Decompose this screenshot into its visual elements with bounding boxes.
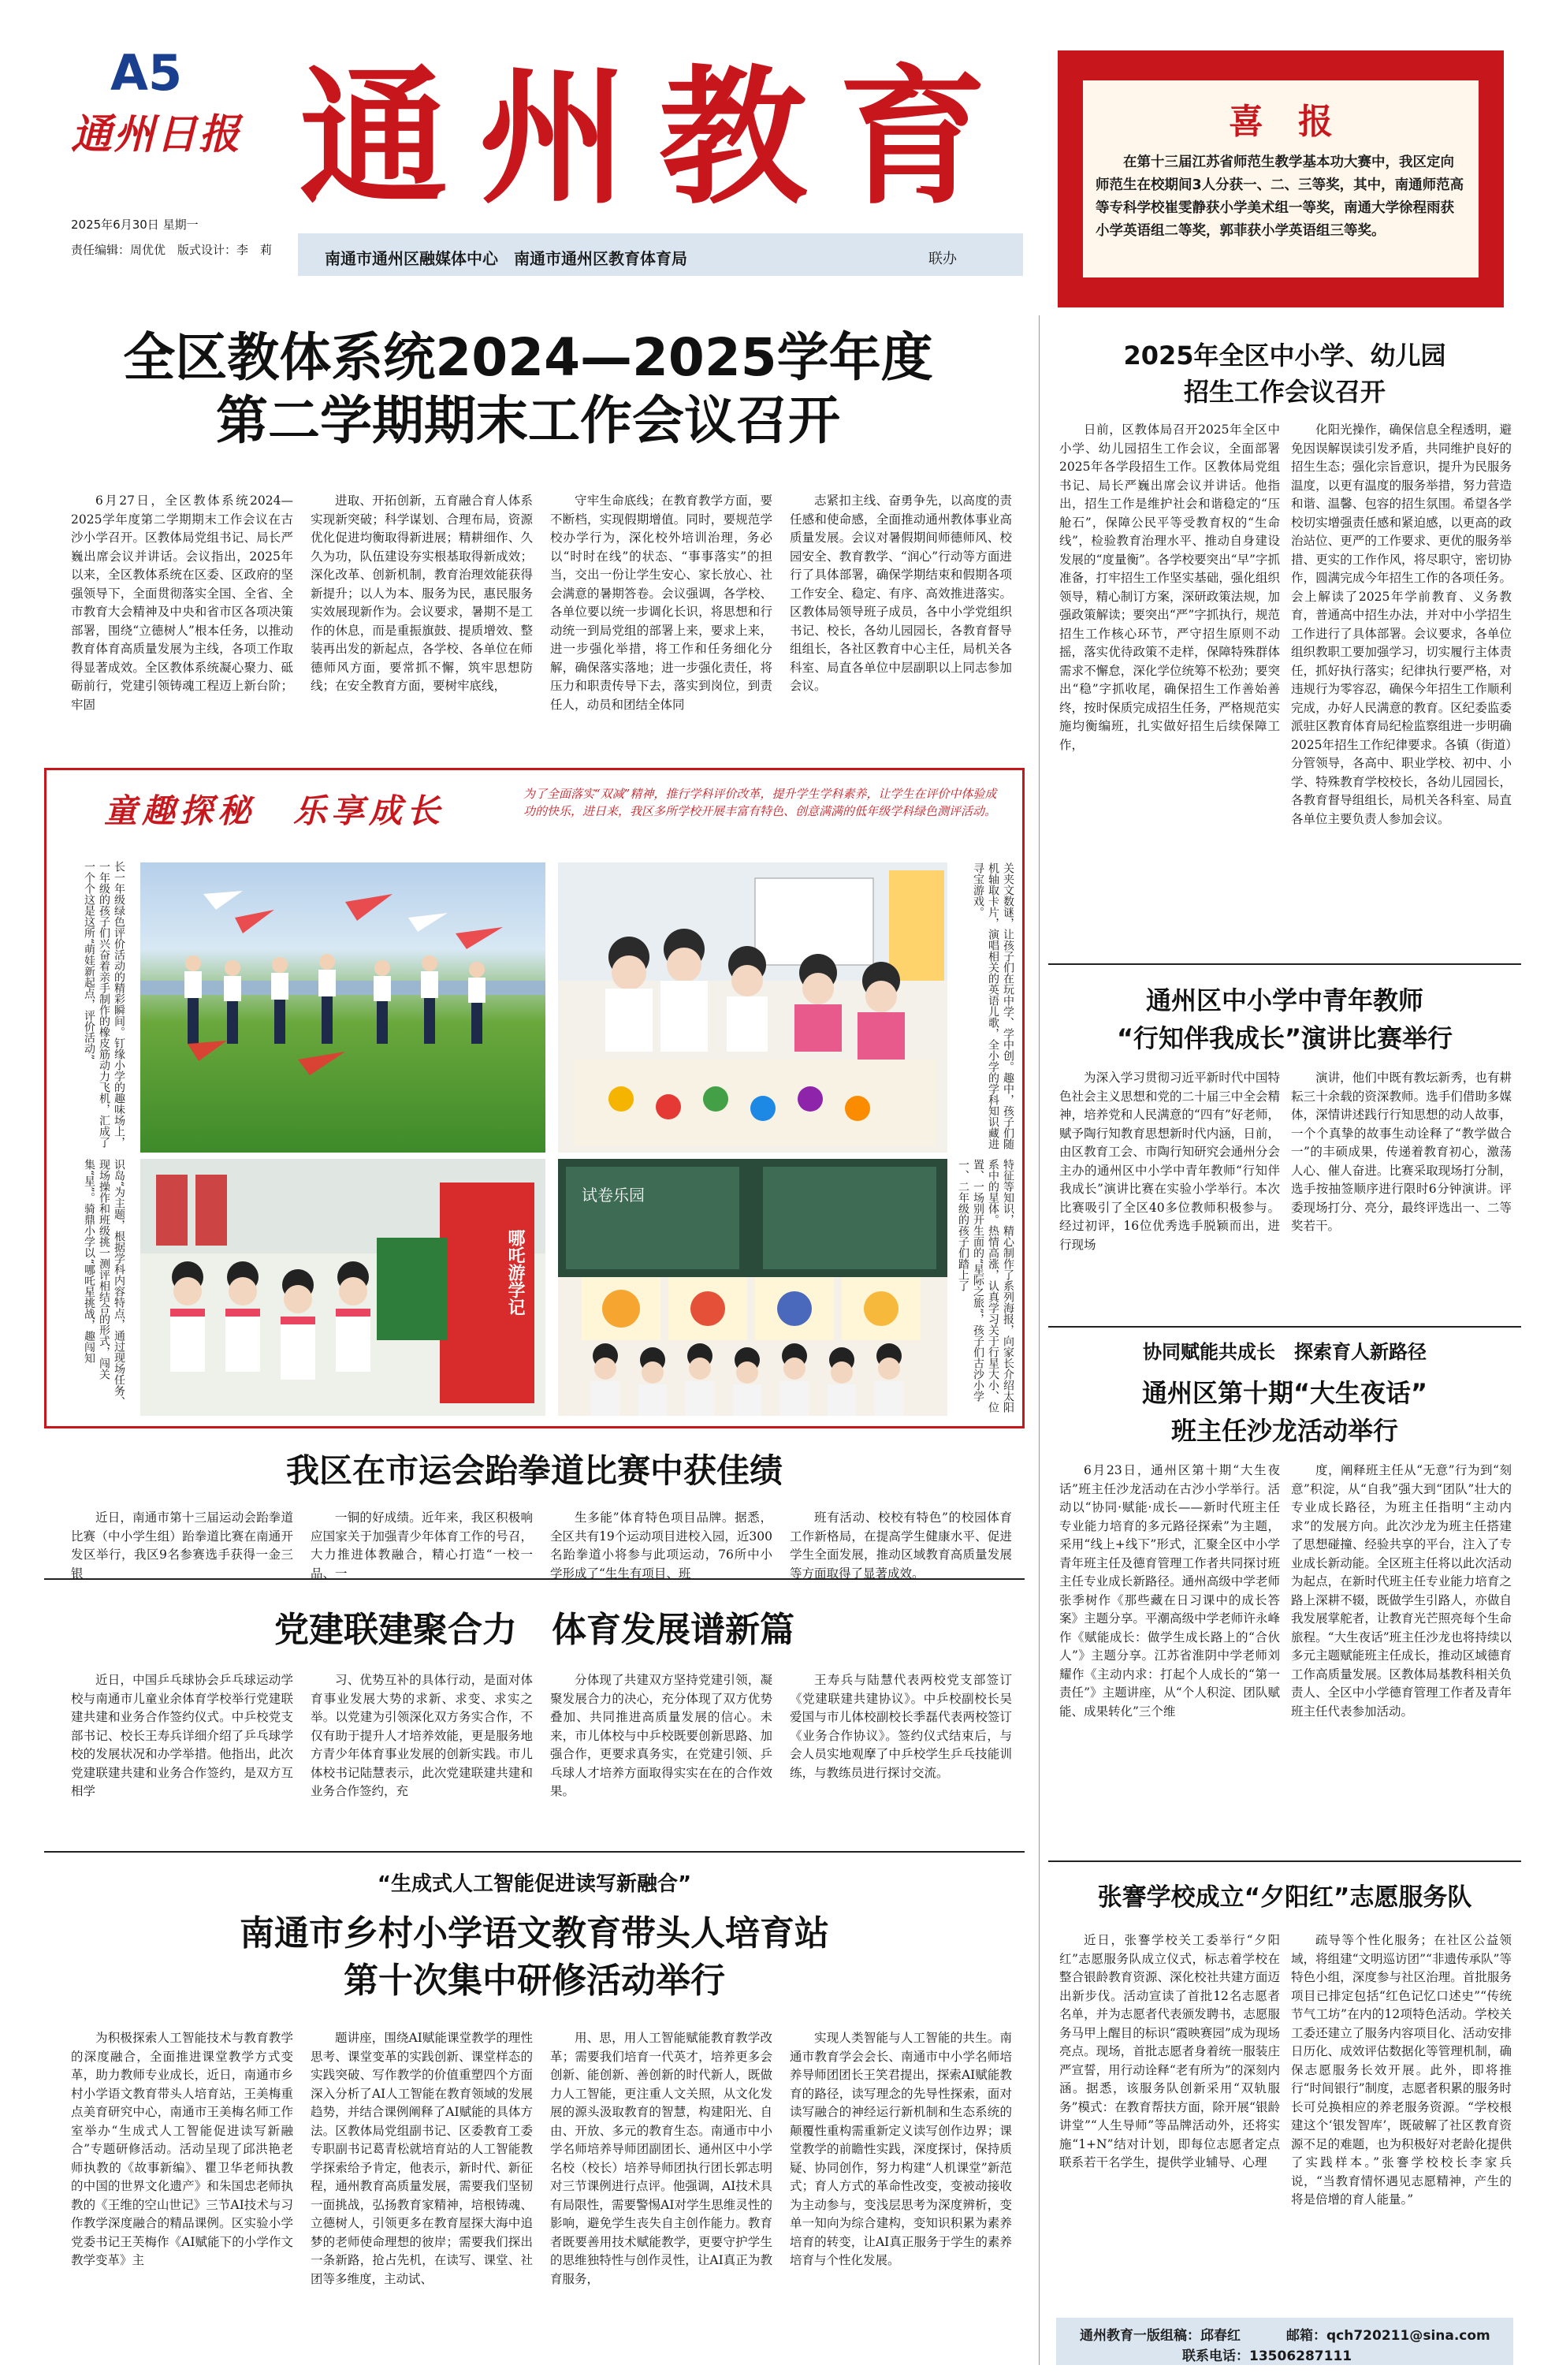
taekwondo-col1: 近日，南通市第十三届运动会跆拳道比赛（中小学生组）跆拳道比赛在南通开发区举行，我区9名参赛选手获得一金三银 bbox=[71, 1510, 293, 1581]
photo-nezha-challenge bbox=[140, 1159, 545, 1416]
section-title: 通州教育 bbox=[299, 50, 1018, 225]
main-article-col4: 志紧扣主线、奋勇争先，以高度的责任感和使命感，全面推动通州教体事业高质量发展。会议对暑假期间师德师风、校园安全、教育教学、“润心”行动等方面进行了具体部署，确保学期结束和假期各项工作安全、稳定、有序、高效推进落实。区教体局领导班子成员，各中小学党组织书记、校长，各幼儿园园长，各教育督导组组长，各社区教育中心主任，局机关各科室、局直各单位中层副职以上同志参加会议。 bbox=[790, 494, 1012, 693]
photo-classroom-game bbox=[558, 862, 947, 1153]
good-news-text: 在第十三届江苏省师范生教学基本功大赛中，我区定向师范生在校期间3人分获一、二、三等奖，其中，南通师范高等专科学校崔雯静获小学美术组一等奖，南通大学徐程雨获小学英语组二等奖，郭菲获小学英语组三等奖。 bbox=[1096, 155, 1464, 239]
divider-1 bbox=[44, 1578, 1025, 1580]
party-col1: 近日，中国乒乓球协会乒乓球运动学校与南通市儿童业余体育学校举行党建联建共建和业务合作签约仪式。中乒校党支部书记、校长王寿兵详细介绍了乒乓球学校的发展状况和办学举措。他指出，此次党建联建共建和业务合作签约，是双方互相学 bbox=[71, 1673, 293, 1798]
good-news-box bbox=[1058, 50, 1504, 307]
taekwondo-col3: 生多能”体育特色项目品牌。据悉，全区共有19个运动项目进校入园，近300名跆拳道小将参与此项运动，76所中小学形成了“生生有项目、班 bbox=[550, 1510, 772, 1581]
party-col4: 王寿兵与陆慧代表两校党支部签订《党建联建共建协议》。中乒校副校长吴爱国与市儿体校副校长季磊代表两校签订《业务合作协议》。签约仪式结束后，与会人员实地观摩了中乒校学生乒乓技能训练，与教练员进行探讨交流。 bbox=[790, 1673, 1012, 1780]
feature-intro: 为了全面落实“双减”精神，推行学科评价改革，提升学生学科素养，让学生在评价中体验成功的快乐，进日来，我区多所学校开展丰富有特色、创意满满的低年级学科绿色测评活动。 bbox=[523, 787, 997, 818]
salon-col2: 度，阐释班主任从“无意”行为到“刻意”积淀，从“自我”强大到“团队”壮大的专业成长路径，为班主任指明“主动内求”的发展方向。此次沙龙为班主任搭建了思想碰撞、经验共享的平台，注入了专业成长新动能。全区班主任将以此次活动为起点，在新时代班主任专业能力培育之路上深耕不辍，既做学生引路人，亦做自我发展掌舵者，让教育光芒照亮每个生命旅程。“大生夜话”班主任沙龙也将持续以多元主题赋能班主任成长，推动区域德育工作高质量发展。区教体局基教科相关负责人、全区中小学德育管理工作者及青年班主任代表参加活动。 bbox=[1291, 1463, 1512, 1719]
issue-date: 2025年6月30日 星期一 bbox=[71, 218, 199, 232]
contact-email: 邮箱：qch720211@sina.com bbox=[1286, 2328, 1490, 2344]
salon-kicker: 协同赋能共成长 探索育人新路径 bbox=[1143, 1341, 1427, 1363]
enroll-headline-line2: 招生工作会议召开 bbox=[1183, 377, 1386, 407]
rural-headline-line2: 第十次集中研修活动举行 bbox=[344, 1961, 725, 2001]
lecture-col2: 演讲，他们中既有教坛新秀，也有耕耘三十余载的资深教师。选手们借助多媒体，深情讲述践行行知思想的动人故事，一个个真挚的故事生动诠释了“教学做合一”的丰硕成果，传递着教育初心，激荡人心、催人奋进。比赛采取现场打分制，选手按抽签顺序进行限时6分钟演讲。评委现场打分、亮分，最终评选出一、二等奖若干。 bbox=[1291, 1071, 1512, 1233]
enroll-headline-line1: 2025年全区中小学、幼儿园 bbox=[1123, 341, 1446, 371]
editor-credit: 责任编辑：周优优 版式设计：李 莉 bbox=[71, 243, 273, 257]
column-separator bbox=[1039, 315, 1040, 2365]
rural-col3: 用、思，用人工智能赋能教育教学改革；需要我们培育一代英才，培养更多会创新、能创新、善创新的时代新人，既做力人工智能，更注重人文关照，从文化发展的源头汲取教育的智慧，构建阳光、自由、开放、多元的教育生态。南通市中小学名师培养导师团副团长、通州区中小学名校（校长）培养导师团执行团长郭志明对三节课例进行点评。他强调，AI技术具有局限性，需要警惕AI对学生思维灵性的影响，避免学生丧失自主创作能力。教育者既要善用技术赋能教学，更要守护学生的思维独特性与创作灵性，让AI真正为教育服务， bbox=[550, 2031, 772, 2286]
rural-col4: 实现人类智能与人工智能的共生。南通市教育学会会长、南通市中小学名师培养导师团团长王笑君提出，探索AI赋能教育的路径，读写理念的先导性探索，面对读写融合的神经运行新机制和生态系统的颠覆性重构需重新定义读写创作边界；课堂教学的前瞻性实践，深度探讨，保持质疑、协同创作，努力构建“人机课堂”新范式；育人方式的革命性改变，变被动接收为主动参与，变浅层思考为深度辨析，变单一知向为综合建构，变知识积累为素养培育的转变，让AI真正服务于学生的素养培育与个性化发展。 bbox=[790, 2031, 1012, 2267]
feature-caption-3: 识岛“为主题，根据学科内容特点，通过现场任务、现场操作和班级挑一测评相结合的形式，闯关集“星”。骑鼎小学以“哪吒星挑战，趣闯知 bbox=[83, 1159, 125, 1408]
main-article-col2: 进取、开拓创新，五育融合育人体系实现新突破；科学谋划、合理布局，资源优化促进均衡取得新进展；精耕细作、久久为功，队伍建设夯实根基取得新成效；深化改革、创新机制，教育治理效能获得新提升；以人为本、服务为民，惠民服务实效展现新作为。会议要求，暑期不是工作的休息，而是重振旗鼓、提质增效、整装再出发的新起点，各学校、各单位在师德师风方面，要常抓不懈，筑牢思想防线；在安全教育方面，要树牢底线， bbox=[311, 494, 533, 693]
main-headline-line2: 第二学期期末工作会议召开 bbox=[216, 390, 840, 451]
poster-nezha-text: 哪吒游学记 bbox=[505, 1229, 526, 1316]
taekwondo-col2: 一铜的好成绩。近年来，我区积极响应国家关于加强青少年体育工作的号召，大力推进体教融合，精心打造“一校一品、一 bbox=[311, 1510, 533, 1581]
poster-quiz-text: 试卷乐园 bbox=[582, 1186, 645, 1205]
main-headline-line1: 全区教体系统2024—2025学年度 bbox=[123, 327, 933, 388]
feature-caption-4: 特征等知识，精心制作了系列海报，向家长介绍太阳系中的星体。热情高涨，认真学习关于行星大小、位置、一场别开生面的“星际之旅”，孩子们古沙小学一、二年级的孩子们踏上了 bbox=[957, 1159, 1014, 1413]
feature-caption-2: 关夹文数谜，让孩子们在玩中学、学中创。趣中，孩子们随机轴取卡片，演唱相关的英语儿歌，全小学的学科知识藏进寻宝游戏。 bbox=[972, 862, 1014, 1149]
divider-3 bbox=[1048, 963, 1521, 965]
feature-caption-1: 长一年级绿色评价活动的精彩瞬间。钉缘小学的趣味场上，一年级的孩子们兴奋着亲手制作的橡皮筋动力飞机，汇成了一个个这是这所“萌娃新起点，评价活动” bbox=[83, 861, 125, 1148]
photo-planet-posters bbox=[558, 1159, 947, 1416]
lecture-headline-line2: “行知伴我成长”演讲比赛举行 bbox=[1116, 1023, 1453, 1053]
main-article-col3: 守牢生命底线；在教育教学方面，要不断档，实现假期增值。同时，要规范学校办学行为，深化校外培训治理，务必以“时时在线”的状态、“事事落实”的担当，交出一份让学生安心、家长放心、社会满意的暑期答卷。会议强调，各学校、各单位要以统一步调化长识，将思想和行动统一到局党组的部署上来，要求上来，进一步强化举措，将工作和任务细化分解，确保落实落地；进一步强化责任，将压力和职责传导下去，落实到岗位，到责任人，动员和团结全体同 bbox=[550, 494, 772, 712]
main-article-col1: 6月27日，全区教体系统2024—2025学年度第二学期期末工作会议在古沙小学召开。区教体局党组书记、局长严巍出席会议并讲话。会议指出，2025年以来，全区教体系统在区委、区政府的坚强领导下，全面贯彻落实全国、全省、全市教育大会精神及中央和省市区各项决策部署，围绕“立德树人”根本任务，以推动教育体育高质量发展为主线，各项工作取得显著成效。全区教体系统凝心聚力、砥砺前行，党建引领铸魂工程迈上新台阶；牢固 bbox=[71, 494, 293, 712]
taekwondo-headline: 我区在市运会跆拳道比赛中获佳绩 bbox=[285, 1451, 783, 1490]
photo-paper-planes bbox=[140, 862, 545, 1153]
paper-logo: 通州日报 bbox=[71, 110, 242, 158]
enroll-col1: 日前，区教体局召开2025年全区中小学、幼儿园招生工作会议，全面部署2025年各学段招生工作。区教体局党组书记、局长严巍出席会议并讲话。他指出，招生工作是维护社会和谐稳定的“压舱石”，保障公民平等受教育权的“生命线”，检验教育治理水平、推动自身建设发展的“度量衡”。各学校要突出“早”字抓准备，打牢招生工作坚实基础，强化组织领导，精心制订方案，深研政策法规，加强政策解读；要突出“严”字抓执行，规范招生工作核心环节，严守招生原则不动摇，落实优待政策不走样，保障特殊群体需求不懈怠，深化学位统筹不松劲；要突出“稳”字抓收尾，确保招生工作善始善终，按时保质完成招生任务，严格规范实施均衡编班，扎实做好招生后续保障工作， bbox=[1059, 423, 1280, 752]
volunteer-headline: 张謇学校成立“夕阳红”志愿服务队 bbox=[1097, 1883, 1472, 1912]
party-col2: 习、优势互补的具体行动，是面对体育事业发展大势的求新、求变、求实之举。以党建为引领深化双方务实合作，不仅有助于提升人才培养效能，更是服务地方青少年体育事业发展的创新实践。市儿体校书记陆慧表示，此次党建联建共建和业务合作签约，充 bbox=[311, 1673, 533, 1798]
lecture-col1: 为深入学习贯彻习近平新时代中国特色社会主义思想和党的二十届三中全会精神，培养党和人民满意的“四有”好老师，赋予陶行知教育思想新时代内涵，日前，由区教育工会、市陶行知研究会通州分会主办的通州区中小学中青年教师“行知伴我成长”演讲比赛在实验小学举行。本次比赛吸引了全区40多位教师积极参与。经过初评，16位优秀选手脱颖而出，进行现场 bbox=[1059, 1071, 1280, 1252]
lecture-headline-line1: 通州区中小学中青年教师 bbox=[1145, 985, 1423, 1015]
volunteer-col2: 疏导等个性化服务；在社区公益领域，将组建“文明巡访团”“非遗传承队”等特色小组，深度参与社区治理。首批服务项目已排定包括“红色记忆口述史”“传统节气工坊”在内的12项特色活动。学校关工委还建立了服务内容项目化、活动安排日历化、成效评估数据化等管理机制，确保志愿服务长效开展。此外，即将推行“时间银行”制度，志愿者积累的服务时长可兑换相应的养老服务资源。“学校根建这个‘银发智库’，既破解了社区教育资源不足的难题，也为积极好对老龄化提供了实践样本。”张謇学校校长李家兵说，“当教育情怀遇见志愿精神，产生的将是倍增的育人能量。” bbox=[1291, 1933, 1512, 2207]
contact-editor: 通州教育一版组稿：邱春红 bbox=[1080, 2328, 1241, 2344]
divider-2 bbox=[44, 1851, 1025, 1853]
divider-4 bbox=[1048, 1326, 1521, 1328]
rural-col1: 为积极探索人工智能技术与教育教学的深度融合，全面推进课堂教学方式变革，助力教师专业成长，近日，南通市乡村小学语文教育带头人培育站，王美梅重点美育研究中心，南通市王美梅名师工作室举办“生成式人工智能促进读写新融合”专题研修活动。活动呈现了邱洪艳老师执教的《故事新编》、瞿卫华老师执教的中国的世界文化遗产》和朱国忠老师执教的《王维的空山世记》三节AI技术与习作教学深度融合的精品课例。区实验小学党委书记王芙梅作《AI赋能下的小学作文教学变革》主 bbox=[71, 2031, 293, 2267]
rural-kicker: “生成式人工智能促进读写新融合” bbox=[377, 1872, 692, 1896]
salon-headline-line1: 通州区第十期“大生夜话” bbox=[1141, 1378, 1428, 1408]
enroll-col2: 化阳光操作，确保信息全程透明，避免因误解误读引发矛盾，共同维护良好的招生生态；强化宗旨意识，提升为民服务温度，以更有温度的服务举措，努力营造和谐、温馨、包容的招生氛围。希望各学校切实增强责任感和紧迫感，以更高的政治站位、更严的工作要求、更优的服务举措、更实的工作作风，将尽职守，密切协作，圆满完成今年招生工作的各项任务。会上解读了2025年学前教育、义务教育，普通高中招生办法，并对中小学招生工作进行了具体部署。会议要求，各单位组织教职工要加强学习，切实履行主体责任，抓好执行落实；纪律执行要严格，对违规行为零容忍，确保今年招生工作顺利完成，办好人民满意的教育。区纪委监委派驻区教育体育局纪检监察组进一步明确2025年招生工作纪律要求。各镇（街道）分管领导，各高中、职业学校、初中、小学、特殊教育学校校长，各幼儿园园长，各教育督导组组长，局机关各科室、局直各单位主要负责人参加会议。 bbox=[1291, 423, 1512, 826]
feature-title: 童趣探秘 乐享成长 bbox=[104, 791, 445, 830]
organizers: 南通市通州区融媒体中心 南通市通州区教育体育局 bbox=[325, 249, 687, 268]
party-headline: 党建联建聚合力 体育发展谱新篇 bbox=[274, 1610, 794, 1650]
salon-headline-line2: 班主任沙龙活动举行 bbox=[1170, 1416, 1398, 1446]
joint-label: 联办 bbox=[928, 251, 957, 267]
contact-phone: 联系电话：13506287111 bbox=[1182, 2348, 1352, 2364]
taekwondo-col4: 班有活动、校校有特色”的校园体育工作新格局，在提高学生健康水平、促进学生全面发展，推动区域教育高质量发展等方面取得了显著成效。 bbox=[790, 1510, 1012, 1581]
party-col3: 分体现了共建双方坚持党建引领，凝聚发展合力的决心，充分体现了双方优势叠加、共同推进高质量发展的信心。未来，市儿体校与中乒校既要创新思路、加强合作，更要求真务实，在党建引领、乒乓球人才培养方面取得实实在在的合作效果。 bbox=[550, 1673, 772, 1798]
volunteer-col1: 近日，张謇学校关工委举行“夕阳红”志愿服务队成立仪式，标志着学校在整合银龄教育资源、深化校社共建方面迈出新步伐。活动宣读了首批12名志愿者名单，并为志愿者代表颁发聘书，志愿服务马甲上醒目的标识“霞映赛园”成为现场亮点。现场，首批志愿者身着统一服装庄严宣誓，用行动诠释“老有所为”的深刻内涵。据悉，该服务队创新采用“双轨服务”模式：在教育帮扶方面，除开展“银龄讲堂”“人生导师”等品牌活动外，还将实施“1+N”结对计划，即每位志愿者定点联系若干名学生，提供学业辅导、心理 bbox=[1059, 1933, 1280, 2170]
rural-col2: 题讲座，围绕AI赋能课堂教学的理性思考、课堂变革的实践创新、课堂样态的实践突破、写作教学的价值重塑四个方面深入分析了AI人工智能在教育领域的发展趋势，并结合课例阐释了AI赋能的具体方法。区教体局党组副书记、区委教育工委专职副书记葛青松就培育站的人工智能教学探索给予肯定，他表示，新时代、新征程，通州教育高质量发展，需要我们坚韧一面挑战，弘扬教育家精神，培根铸魂、立德树人，引领更多在教育屋探大海中追梦的老师使命理想的彼岸；需要我们探出一条新路，抢占先机，在读写、课堂、社团等多维度，主动试、 bbox=[311, 2031, 533, 2286]
rural-headline-line1: 南通市乡村小学语文教育带头人培育站 bbox=[240, 1913, 829, 1954]
divider-5 bbox=[1048, 1860, 1521, 1862]
good-news-title: 喜 报 bbox=[1229, 102, 1333, 142]
salon-col1: 6月23日，通州区第十期“大生夜话”班主任沙龙活动在古沙小学举行。活动以“协同·赋能·成长——新时代班主任专业能力培育的多元路径探索”为主题，采用“线上+线下”形式，汇聚全区中小学青年班主任及德育管理工作者共同探讨班主任专业成长新路径。通州高级中学老师张季树作《那些藏在日习课中的成长答案》主题分享。平潮高级中学老师许永峰作《赋能成长：做学生成长路上的“合伙人”》主题分享。江苏省淮阴中学老师刘耀作《主动内求：打起个人成长的“第一责任”》主题讲座，从“个人积淀、团队赋能、成果转化”三个维 bbox=[1059, 1463, 1280, 1719]
page-number: A5 bbox=[110, 44, 183, 102]
